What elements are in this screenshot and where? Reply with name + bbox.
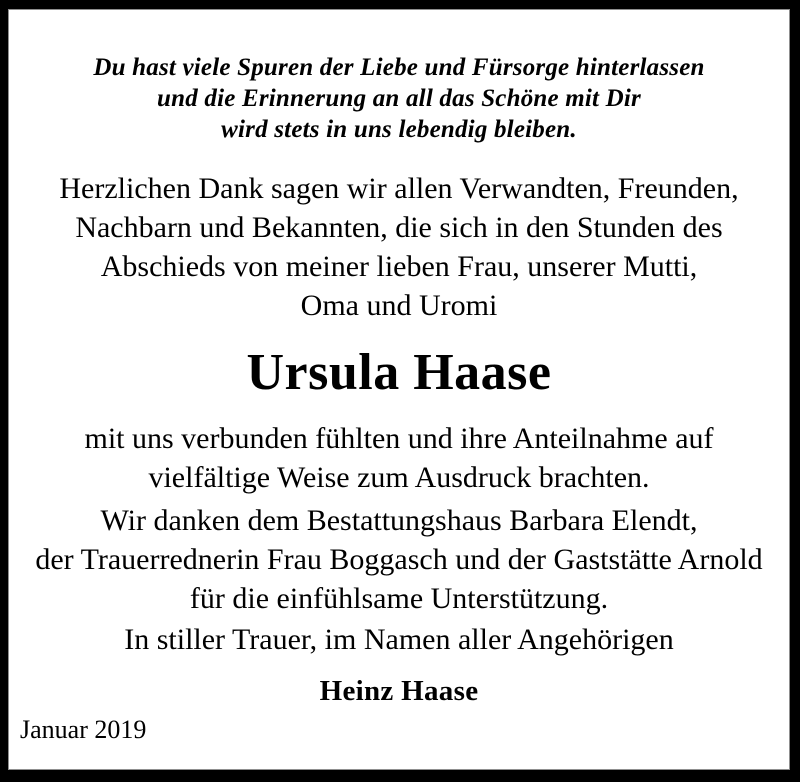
condolence-line: vielfältige Weise zum Ausdruck brachten. — [148, 461, 650, 494]
epigraph-line: Du hast viele Spuren der Liebe und Fürsorge hinterlassen — [93, 54, 705, 81]
thanks-line: Wir danken dem Bestattungshaus Barbara Elendt, — [100, 504, 698, 537]
condolence-line: mit uns verbunden fühlten und ihre Anteilnahme auf — [84, 422, 714, 455]
epigraph-line: und die Erinnerung an all das Schöne mit Dir — [157, 85, 641, 112]
thanks-paragraph — [20, 501, 778, 618]
acknowledgement-line: Abschieds von meiner lieben Frau, unserer Mutti, — [100, 250, 698, 283]
deceased-name: Ursula Haase — [246, 344, 552, 401]
thanks-line: für die einfühlsame Unterstützung. — [189, 582, 609, 615]
epigraph — [20, 52, 778, 145]
date-line: Januar 2019 — [20, 715, 147, 744]
closing-line: In stiller Trauer, im Namen aller Angehörigen — [124, 623, 674, 656]
acknowledgement-line: Oma und Uromi — [300, 289, 498, 322]
thanks-line: der Trauerrednerin Frau Boggasch und der Gaststätte Arnold — [35, 543, 763, 576]
epigraph-line: wird stets in uns lebendig bleiben. — [221, 116, 577, 143]
obituary-notice-page — [8, 9, 790, 770]
signature-name: Heinz Haase — [319, 675, 479, 707]
acknowledgement-line: Nachbarn und Bekannten, die sich in den Stunden des — [75, 211, 723, 244]
acknowledgement-line: Herzlichen Dank sagen wir allen Verwandten, Freunden, — [59, 172, 739, 205]
condolence-paragraph — [20, 419, 778, 497]
acknowledgement-paragraph — [20, 169, 778, 325]
